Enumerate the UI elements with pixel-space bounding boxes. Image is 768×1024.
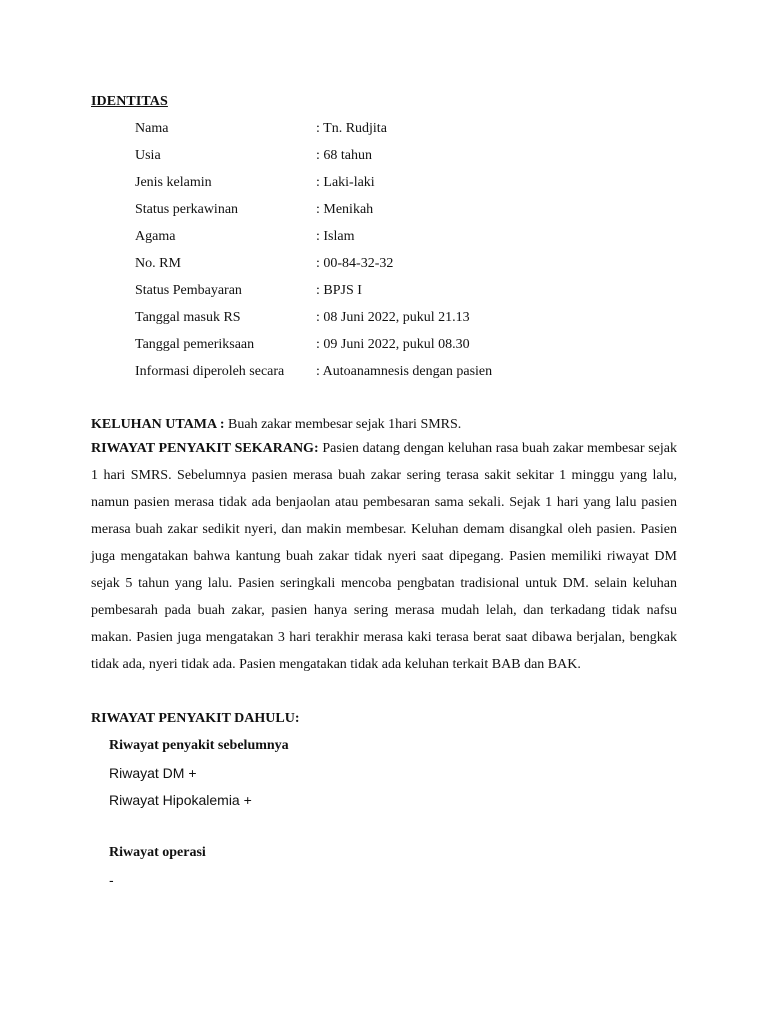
identitas-value: : 09 Juni 2022, pukul 08.30 (316, 337, 470, 352)
identitas-value: : Menikah (316, 202, 374, 217)
identitas-label: Tanggal pemeriksaan (135, 337, 255, 352)
identitas-value: : 68 tahun (316, 148, 372, 163)
identitas-label: Usia (135, 148, 161, 163)
riwayat-operasi-heading: Riwayat operasi (109, 845, 206, 860)
riwayat-penyakit-sekarang-text: Pasien datang dengan keluhan rasa buah zakar membesar sejak 1 hari SMRS. Sebelumnya pasien merasa buah zakar sering terasa sakit sekitar 1 minggu yang lalu, namun pasien merasa tidak ada benjaolan atau pembesaran sama sekali. Sejak 1 hari yang lalu pasien merasa buah zakar sedikit nyeri, dan makin membesar. Keluhan demam disangkal oleh pasien. Pasien juga mengatakan bahwa kantung buah zakar tidak nyeri saat dipegang. Pasien memiliki riwayat DM sejak 5 tahun yang lalu. Pasien seringkali mencoba pengbatan tradisional untuk DM. selain keluhan pembesarah pada buah zakar, pasien hanya sering merasa mudah lelah, dan terkadang tidak nafsu makan. Pasien juga mengatakan 3 hari terakhir merasa kaki terasa berat saat dibawa berjalan, bengkak tidak ada, nyeri tidak ada. Pasien mengatakan tidak ada keluhan terkait BAB dan BAK. (91, 441, 677, 672)
keluhan-utama-label: KELUHAN UTAMA : (91, 417, 225, 432)
identitas-label: Status perkawinan (135, 202, 239, 217)
identitas-value: : 08 Juni 2022, pukul 21.13 (316, 310, 470, 325)
identitas-label: Status Pembayaran (135, 283, 242, 298)
identitas-heading: IDENTITAS (91, 94, 168, 109)
keluhan-utama-text: Buah zakar membesar sejak 1hari SMRS. (224, 417, 462, 432)
riwayat-penyakit-sebelumnya-heading: Riwayat penyakit sebelumnya (109, 738, 289, 753)
identitas-value: : BPJS I (316, 283, 362, 298)
identitas-row-informasi (135, 360, 492, 387)
identitas-row-nama (135, 117, 492, 144)
identitas-row-status-perkawinan (135, 198, 492, 225)
riwayat-item: Riwayat DM + (109, 765, 197, 781)
identitas-value: : Autoanamnesis dengan pasien (316, 364, 493, 379)
riwayat-operasi-item: - (109, 872, 114, 888)
identitas-row-jenis-kelamin (135, 171, 492, 198)
identitas-value: : Tn. Rudjita (316, 121, 387, 136)
riwayat-item: Riwayat Hipokalemia + (109, 792, 252, 808)
identitas-row-status-pembayaran (135, 279, 492, 306)
identitas-row-tanggal-masuk (135, 306, 492, 333)
identitas-label: Jenis kelamin (135, 175, 212, 190)
identitas-label: Nama (135, 121, 169, 136)
identitas-value: : Islam (316, 229, 355, 244)
riwayat-penyakit-sekarang-paragraph (91, 435, 677, 678)
identitas-table (135, 117, 492, 387)
identitas-label: No. RM (135, 256, 181, 271)
riwayat-penyakit-sekarang-label: RIWAYAT PENYAKIT SEKARANG: (91, 441, 319, 456)
identitas-label: Informasi diperoleh secara (135, 364, 285, 379)
keluhan-utama-paragraph (91, 413, 677, 437)
identitas-value: : 00-84-32-32 (316, 256, 394, 271)
identitas-row-agama (135, 225, 492, 252)
identitas-label: Agama (135, 229, 176, 244)
identitas-label: Tanggal masuk RS (135, 310, 241, 325)
identitas-row-no-rm (135, 252, 492, 279)
identitas-value: : Laki-laki (316, 175, 375, 190)
identitas-row-tanggal-pemeriksaan (135, 333, 492, 360)
identitas-row-usia (135, 144, 492, 171)
riwayat-penyakit-dahulu-heading: RIWAYAT PENYAKIT DAHULU: (91, 711, 300, 726)
